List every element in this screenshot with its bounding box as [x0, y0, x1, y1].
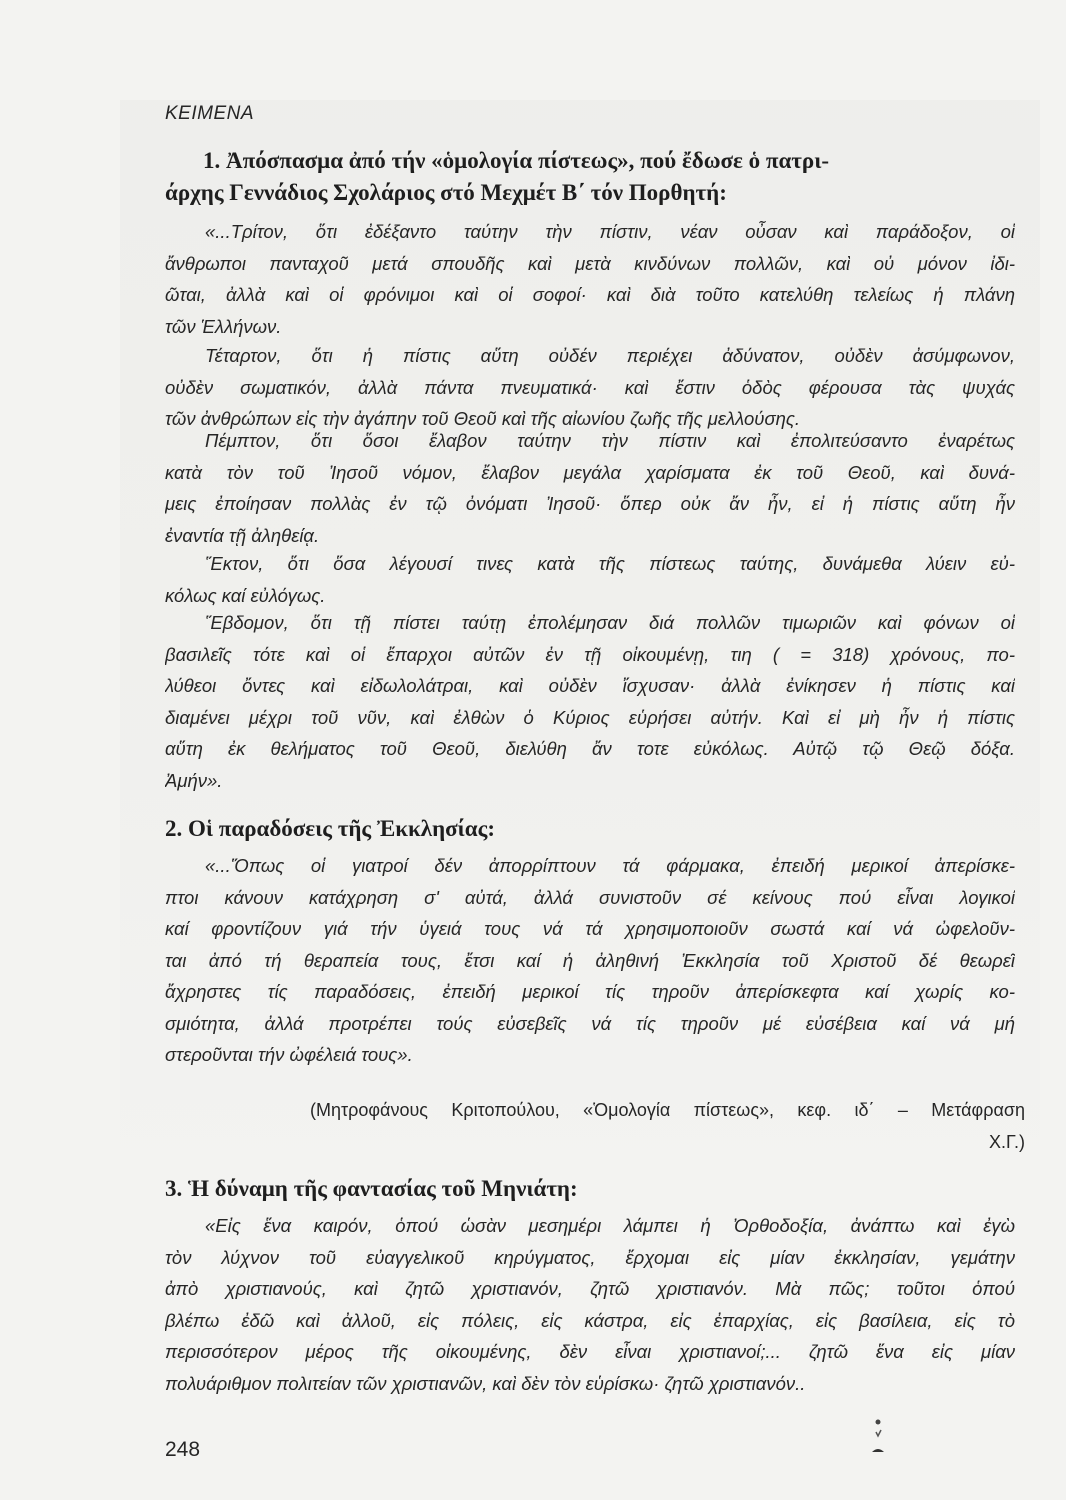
section-1-heading	[165, 145, 1015, 208]
paragraph	[165, 850, 1015, 1071]
running-header: ΚΕΙΜΕΝΑ	[165, 103, 255, 124]
text-line: καί φροντίζουν γιά τήν ὑγειά τους νά τά χρησιμοποιοῦν σωστά καί νά ὠφελοῦν-	[165, 918, 1015, 939]
text-line: κόλως καί εὐλόγως.	[165, 584, 326, 606]
text-line: Ἕκτον, ὅτι ὅσα λέγουσί τινες κατὰ τῆς πίστεως ταύτης, δυνάμεθα λύειν εὐ-	[205, 553, 1015, 574]
text-line: βασιλεῖς τότε καὶ οἱ ἔπαρχοι αὐτῶν ἐν τῇ οἰκουμένῃ, τιη ( = 318) χρόνους, πο-	[165, 643, 1015, 665]
text-line: τῶν ἀνθρώπων εἰς τὴν ἀγάπην τοῦ Θεοῦ καὶ τῆς αἰωνίου ζωῆς τῆς μελλούσης.	[165, 408, 801, 429]
text-line: Ἕβδομον, ὅτι τῇ πίστει ταύτῃ ἐπολέμησαν διά πολλῶν τιμωριῶν καὶ φόνων οἱ	[205, 612, 1015, 633]
paragraph	[165, 1211, 1015, 1400]
text-line: διαμένει μέχρι τοῦ νῦν, καὶ ἐλθὼν ὁ Κύριος εὑρήσει αὐτήν. Καὶ εἰ μὴ ἦν ἡ πίστις	[165, 706, 1015, 728]
text-line: ἄχρηστες τίς παραδόσεις, ἐπειδή μερικοί τίς τηροῦν ἀπερίσκεφτα καί χωρίς κο-	[165, 981, 1015, 1002]
ink-smudge-icon	[870, 1418, 886, 1458]
paragraph	[165, 216, 1015, 342]
text-line: Ἀμήν».	[165, 769, 223, 791]
paragraph	[165, 607, 1015, 796]
text-line: οὐδὲν σωματικόν, ἀλλὰ πάντα πνευματικά· καὶ ἔστιν ὁδὸς φέρουσα τὰς ψυχάς	[165, 376, 1015, 398]
text-line: Τέταρτον, ὅτι ἡ πίστις αὕτη οὐδέν περιέχει ἀδύνατον, οὐδὲν ἀσύμφωνον,	[205, 345, 1015, 366]
paragraph	[165, 425, 1015, 551]
text-line: στεροῦνται τήν ὠφέλειά τους».	[165, 1044, 413, 1065]
heading-line: 1. Ἀπόσπασμα ἀπό τήν «ὁμολογία πίστεως», πού ἔδωσε ὁ πατρι-	[203, 148, 830, 173]
text-line: περισσότερον μέρος τῆς οἰκουμένης, δὲν εἶναι χριστιανοί;... ζητῶ ἕνα εἰς μίαν	[165, 1341, 1015, 1362]
text-line: «...Ὅπως οἱ γιατροί δέν ἀπορρίπτουν τά φάρμακα, ἐπειδή μερικοί ἀπερίσκε-	[205, 855, 1015, 876]
text-line: «...Τρίτον, ὅτι ἐδέξαντο ταύτην τὴν πίστιν, νέαν οὖσαν καὶ παράδοξον, οἱ	[205, 221, 1015, 242]
citation-line: (Μητροφάνους Κριτοπούλου, «Ὁμολογία πίστεως», κεφ. ιδ΄ – Μετάφραση	[310, 1100, 1025, 1120]
text-line: ἀπὸ χριστιανούς, καὶ ζητῶ χριστιανόν, ζητῶ χριστιανόν. Μὰ πῶς; τοῦτοι ὁπού	[165, 1278, 1015, 1299]
page-number: 248	[165, 1438, 201, 1461]
section-3-heading: 3. Ἡ δύναμη τῆς φαντασίας τοῦ Μηνιάτη:	[165, 1176, 578, 1201]
text-line: βλέπω ἐδῶ καὶ ἀλλοῦ, εἰς πόλεις, εἰς κάστρα, εἰς ἐπαρχίας, εἰς βασίλεια, εἰς τὸ	[165, 1309, 1015, 1331]
text-line: σμιότητα, ἀλλά προτρέπει τούς εὐσεβεῖς νά τίς τηροῦν μέ εὐσέβεια καί νά μή	[165, 1012, 1015, 1034]
citation-line: Χ.Γ.)	[989, 1132, 1025, 1152]
text-line: μεις ἐποίησαν πολλὰς ἐν τῷ ὀνόματι Ἰησοῦ· ὅπερ οὐκ ἄν ἦν, εἰ ἡ πίστις αὕτη ἦν	[165, 493, 1015, 514]
text-line: τῶν Ἑλλήνων.	[165, 315, 282, 337]
text-line: πολυάριθμον πολιτείαν τῶν χριστιανῶν, καὶ δὲν τὸν εὑρίσκω· ζητῶ χριστιανόν..	[165, 1372, 806, 1394]
citation	[310, 1094, 1025, 1158]
text-line: ῶται, ἀλλὰ καὶ οἱ φρόνιμοι καὶ οἱ σοφοί· καὶ διὰ τοῦτο κατελύθη τελείως ἡ πλάνη	[165, 284, 1015, 305]
paragraph	[165, 548, 1015, 611]
section-2-heading: 2. Οἱ παραδόσεις τῆς Ἐκκλησίας:	[165, 816, 495, 841]
text-line: ἄνθρωποι πανταχοῦ μετά σπουδῆς καὶ μετὰ κινδύνων πολλῶν, καὶ οὐ μόνον ἰδι-	[165, 252, 1015, 274]
text-line: «Εἰς ἕνα καιρόν, ὁπού ὡσὰν μεσημέρι λάμπει ἡ Ὀρθοδοξία, ἀνάπτω καὶ ἐγὼ	[205, 1215, 1015, 1236]
text-line: πτοι κάνουν κατάχρηση σ' αὐτά, ἀλλά συνιστοῦν σέ κείνους πού εἶναι λογικοί	[165, 886, 1015, 908]
paragraph	[165, 340, 1015, 435]
text-line: Πέμπτον, ὅτι ὅσοι ἔλαβον ταύτην τὴν πίστιν καὶ ἐπολιτεύσαντο ἐναρέτως	[205, 430, 1015, 451]
text-line: αὕτη ἐκ θελήματος τοῦ Θεοῦ, διελύθη ἄν τοτε εὐκόλως. Αὐτῷ τῷ Θεῷ δόξα.	[165, 738, 1015, 759]
text-line: κατὰ τὸν τοῦ Ἰησοῦ νόμον, ἔλαβον μεγάλα χαρίσματα ἐκ τοῦ Θεοῦ, καὶ δυνά-	[165, 461, 1015, 483]
text-line: ται ἀπό τή θεραπεία τους, ἔτσι καί ἡ ἀληθινή Ἐκκλησία τοῦ Χριστοῦ δέ θεωρεῖ	[165, 949, 1015, 971]
text-line: λύθεοι ὄντες καὶ εἰδωλολάτραι, καὶ οὐδὲν ἴσχυσαν· ἀλλὰ ἐνίκησεν ἡ πίστις καί	[165, 675, 1015, 696]
text-line: τὸν λύχνον τοῦ εὐαγγελικοῦ κηρύγματος, ἔρχομαι εἰς μίαν ἐκκλησίαν, γεμάτην	[165, 1246, 1015, 1268]
heading-line: άρχης Γεννάδιος Σχολάριος στό Μεχμέτ Β΄ τόν Πορθητή:	[165, 179, 727, 205]
text-line: ἐναντία τῇ ἀληθείᾳ.	[165, 524, 320, 546]
